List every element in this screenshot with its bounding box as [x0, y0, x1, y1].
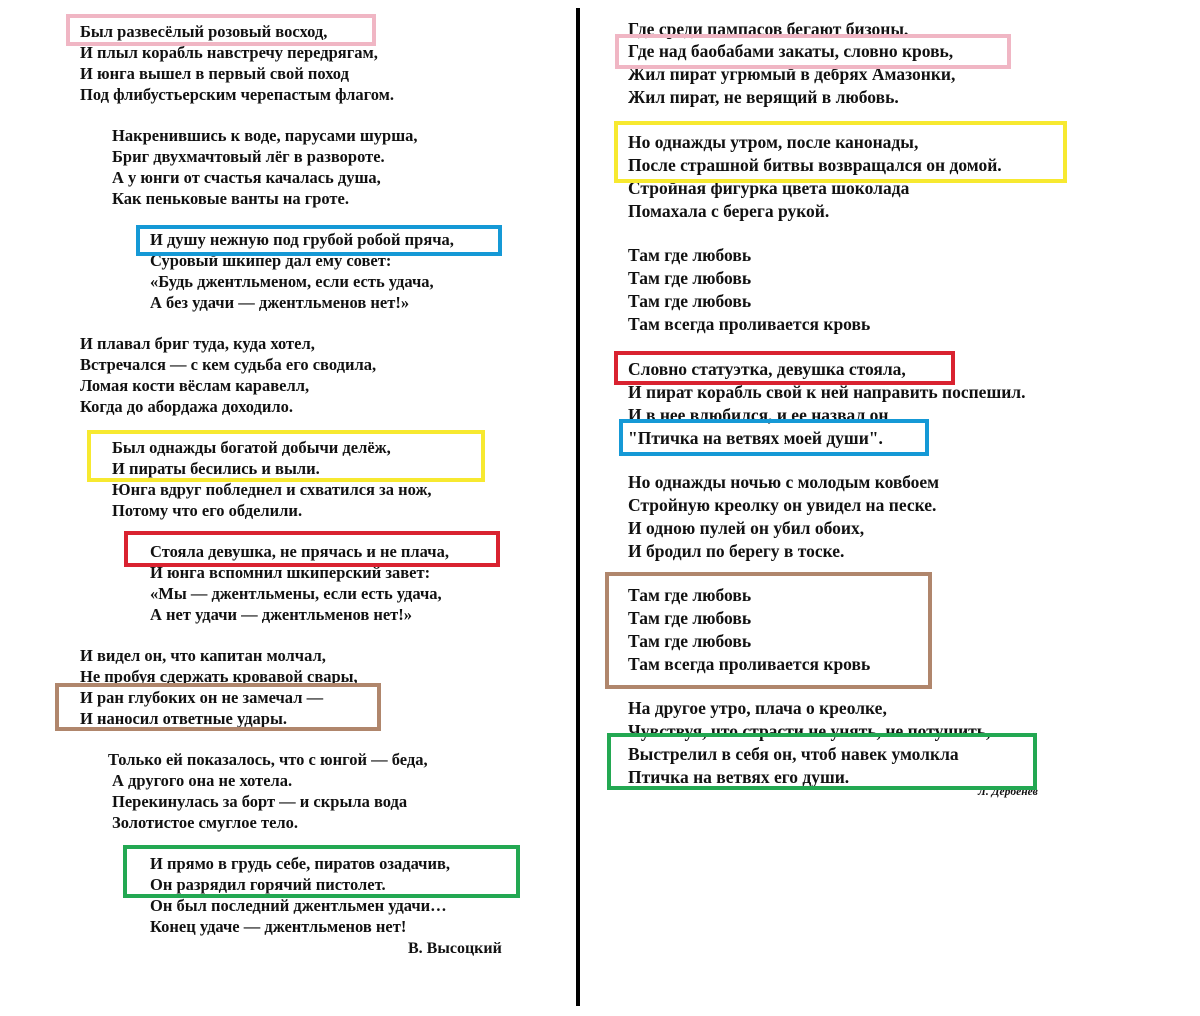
poem-line: И видел он, что капитан молчал, [80, 646, 326, 665]
poem-line: Стройную креолку он увидел на песке. [628, 495, 937, 515]
poem-line: Там где любовь [628, 631, 752, 651]
poem-line: А у юнги от счастья качалась душа, [112, 168, 381, 187]
signature-vysotsky: В. Высоцкий [408, 940, 502, 957]
poem-line: А нет удачи — джентльменов нет!» [150, 605, 413, 624]
highlight-box-pink [66, 14, 376, 46]
poem-line: На другое утро, плача о креолке, [628, 698, 887, 718]
signature-derbenev: Л. Дербенев [978, 786, 1038, 798]
highlight-box-blue [619, 419, 929, 456]
poem-line: Там всегда проливается кровь [628, 654, 871, 674]
poem-line: Где над баобабами закаты, словно кровь, [628, 41, 954, 61]
poem-line: Золотистое смуглое тело. [112, 813, 299, 832]
poem-line: Как пеньковые ванты на гроте. [112, 189, 349, 208]
highlight-box-pink [615, 34, 1011, 69]
poem-line: А без удачи — джентльменов нет!» [150, 293, 410, 312]
poem-line: Жил пират, не верящий в любовь. [628, 87, 899, 107]
poem-line: Жил пират угрюмый в дебрях Амазонки, [628, 64, 956, 84]
poem-line: Юнга вдруг побледнел и схватился за нож, [112, 480, 432, 499]
poem-line: Он был последний джентльмен удачи… [150, 896, 447, 915]
poem-line: Перекинулась за борт — и скрыла вода [112, 792, 408, 811]
poem-line: И плавал бриг туда, куда хотел, [80, 334, 315, 353]
poem-line: Когда до абордажа доходило. [80, 397, 294, 416]
poem-line: А другого она не хотела. [112, 771, 293, 790]
poem-line: И юнга вышел в первый свой поход [80, 64, 349, 83]
poem-line: Не пробуя сдержать кровавой свары, [80, 667, 358, 686]
poem-line: Стройная фигурка цвета шоколада [628, 178, 910, 198]
poem-line: Птичка на ветвях его души. [628, 767, 850, 787]
poem-line: "Птичка на ветвях моей души". [628, 428, 883, 448]
poem-line: Но однажды ночью с молодым ковбоем [628, 472, 940, 492]
poem-line: Суровый шкипер дал ему совет: [150, 251, 392, 270]
poem-line: Ломая кости вёслам каравелл, [80, 376, 310, 395]
poem-line: И юнга вспомнил шкиперский завет: [150, 563, 431, 582]
poem-line: Но однажды утром, после канонады, [628, 132, 919, 152]
poem-line: Стояла девушка, не прячась и не плача, [150, 542, 449, 561]
poem-line: «Мы — джентльмены, если есть удача, [150, 584, 442, 603]
poem-line: И пираты бесились и выли. [112, 459, 320, 478]
highlight-box-yellow [614, 121, 1067, 183]
poem-line: Словно статуэтка, девушка стояла, [628, 359, 906, 379]
poem-line: И душу нежную под грубой робой пряча, [150, 230, 454, 249]
poem-line: Потому что его обделили. [112, 501, 303, 520]
poem-line: И бродил по берегу в тоске. [628, 541, 845, 561]
poem-line: И плыл корабль навстречу передрягам, [80, 43, 378, 62]
poem-line: Помахала с берега рукой. [628, 201, 830, 221]
highlight-box-brown [605, 572, 932, 689]
poem-line: Конец удаче — джентльменов нет! [150, 917, 407, 936]
column-divider [576, 8, 580, 1006]
poem-line: Встречался — с кем судьба его сводила, [80, 355, 377, 374]
poem-line: Там где любовь [628, 585, 752, 605]
poem-line: Там где любовь [628, 245, 752, 265]
poem-line: После страшной битвы возвращался он домой. [628, 155, 1002, 175]
poem-line: И пират корабль свой к ней направить поспешил. [628, 382, 1026, 402]
poem-line: Там всегда проливается кровь [628, 314, 871, 334]
poem-line: Только ей показалось, что с юнгой — беда, [108, 750, 428, 769]
poem-line: И наносил ответные удары. [80, 709, 287, 728]
poem-line: Там где любовь [628, 268, 752, 288]
highlight-box-green [607, 733, 1037, 790]
poem-line: Выстрелил в себя он, чтоб навек умолкла [628, 744, 959, 764]
poem-line: Чувствуя, что страсти не унять, не потушить, [628, 721, 991, 741]
poem-line: Там где любовь [628, 291, 752, 311]
poem-line: И прямо в грудь себе, пиратов озадачив, [150, 854, 451, 873]
poem-line: Накренившись к воде, парусами шурша, [112, 126, 418, 145]
highlight-box-blue [136, 225, 502, 256]
poem-line: «Будь джентльменом, если есть удача, [150, 272, 434, 291]
poem-line: Был развесёлый розовый восход, [80, 22, 328, 41]
highlight-box-brown [55, 683, 381, 731]
highlight-box-yellow [87, 430, 485, 482]
highlight-box-red [614, 351, 955, 385]
poem-line: И в нее влюбился, и ее назвал он [628, 405, 889, 425]
poem-line: Под флибустьерским черепастым флагом. [80, 85, 395, 104]
poem-line: Он разрядил горячий пистолет. [150, 875, 386, 894]
poem-line: И одною пулей он убил обоих, [628, 518, 865, 538]
poem-line: Был однажды богатой добычи делёж, [112, 438, 391, 457]
poem-line: Бриг двухмачтовый лёг в развороте. [112, 147, 385, 166]
poem-line: Там где любовь [628, 608, 752, 628]
poem-line: И ран глубоких он не замечал — [80, 688, 324, 707]
highlight-box-red [124, 531, 500, 567]
highlight-box-green [123, 845, 520, 898]
poem-line: Где среди пампасов бегают бизоны, [628, 19, 909, 39]
